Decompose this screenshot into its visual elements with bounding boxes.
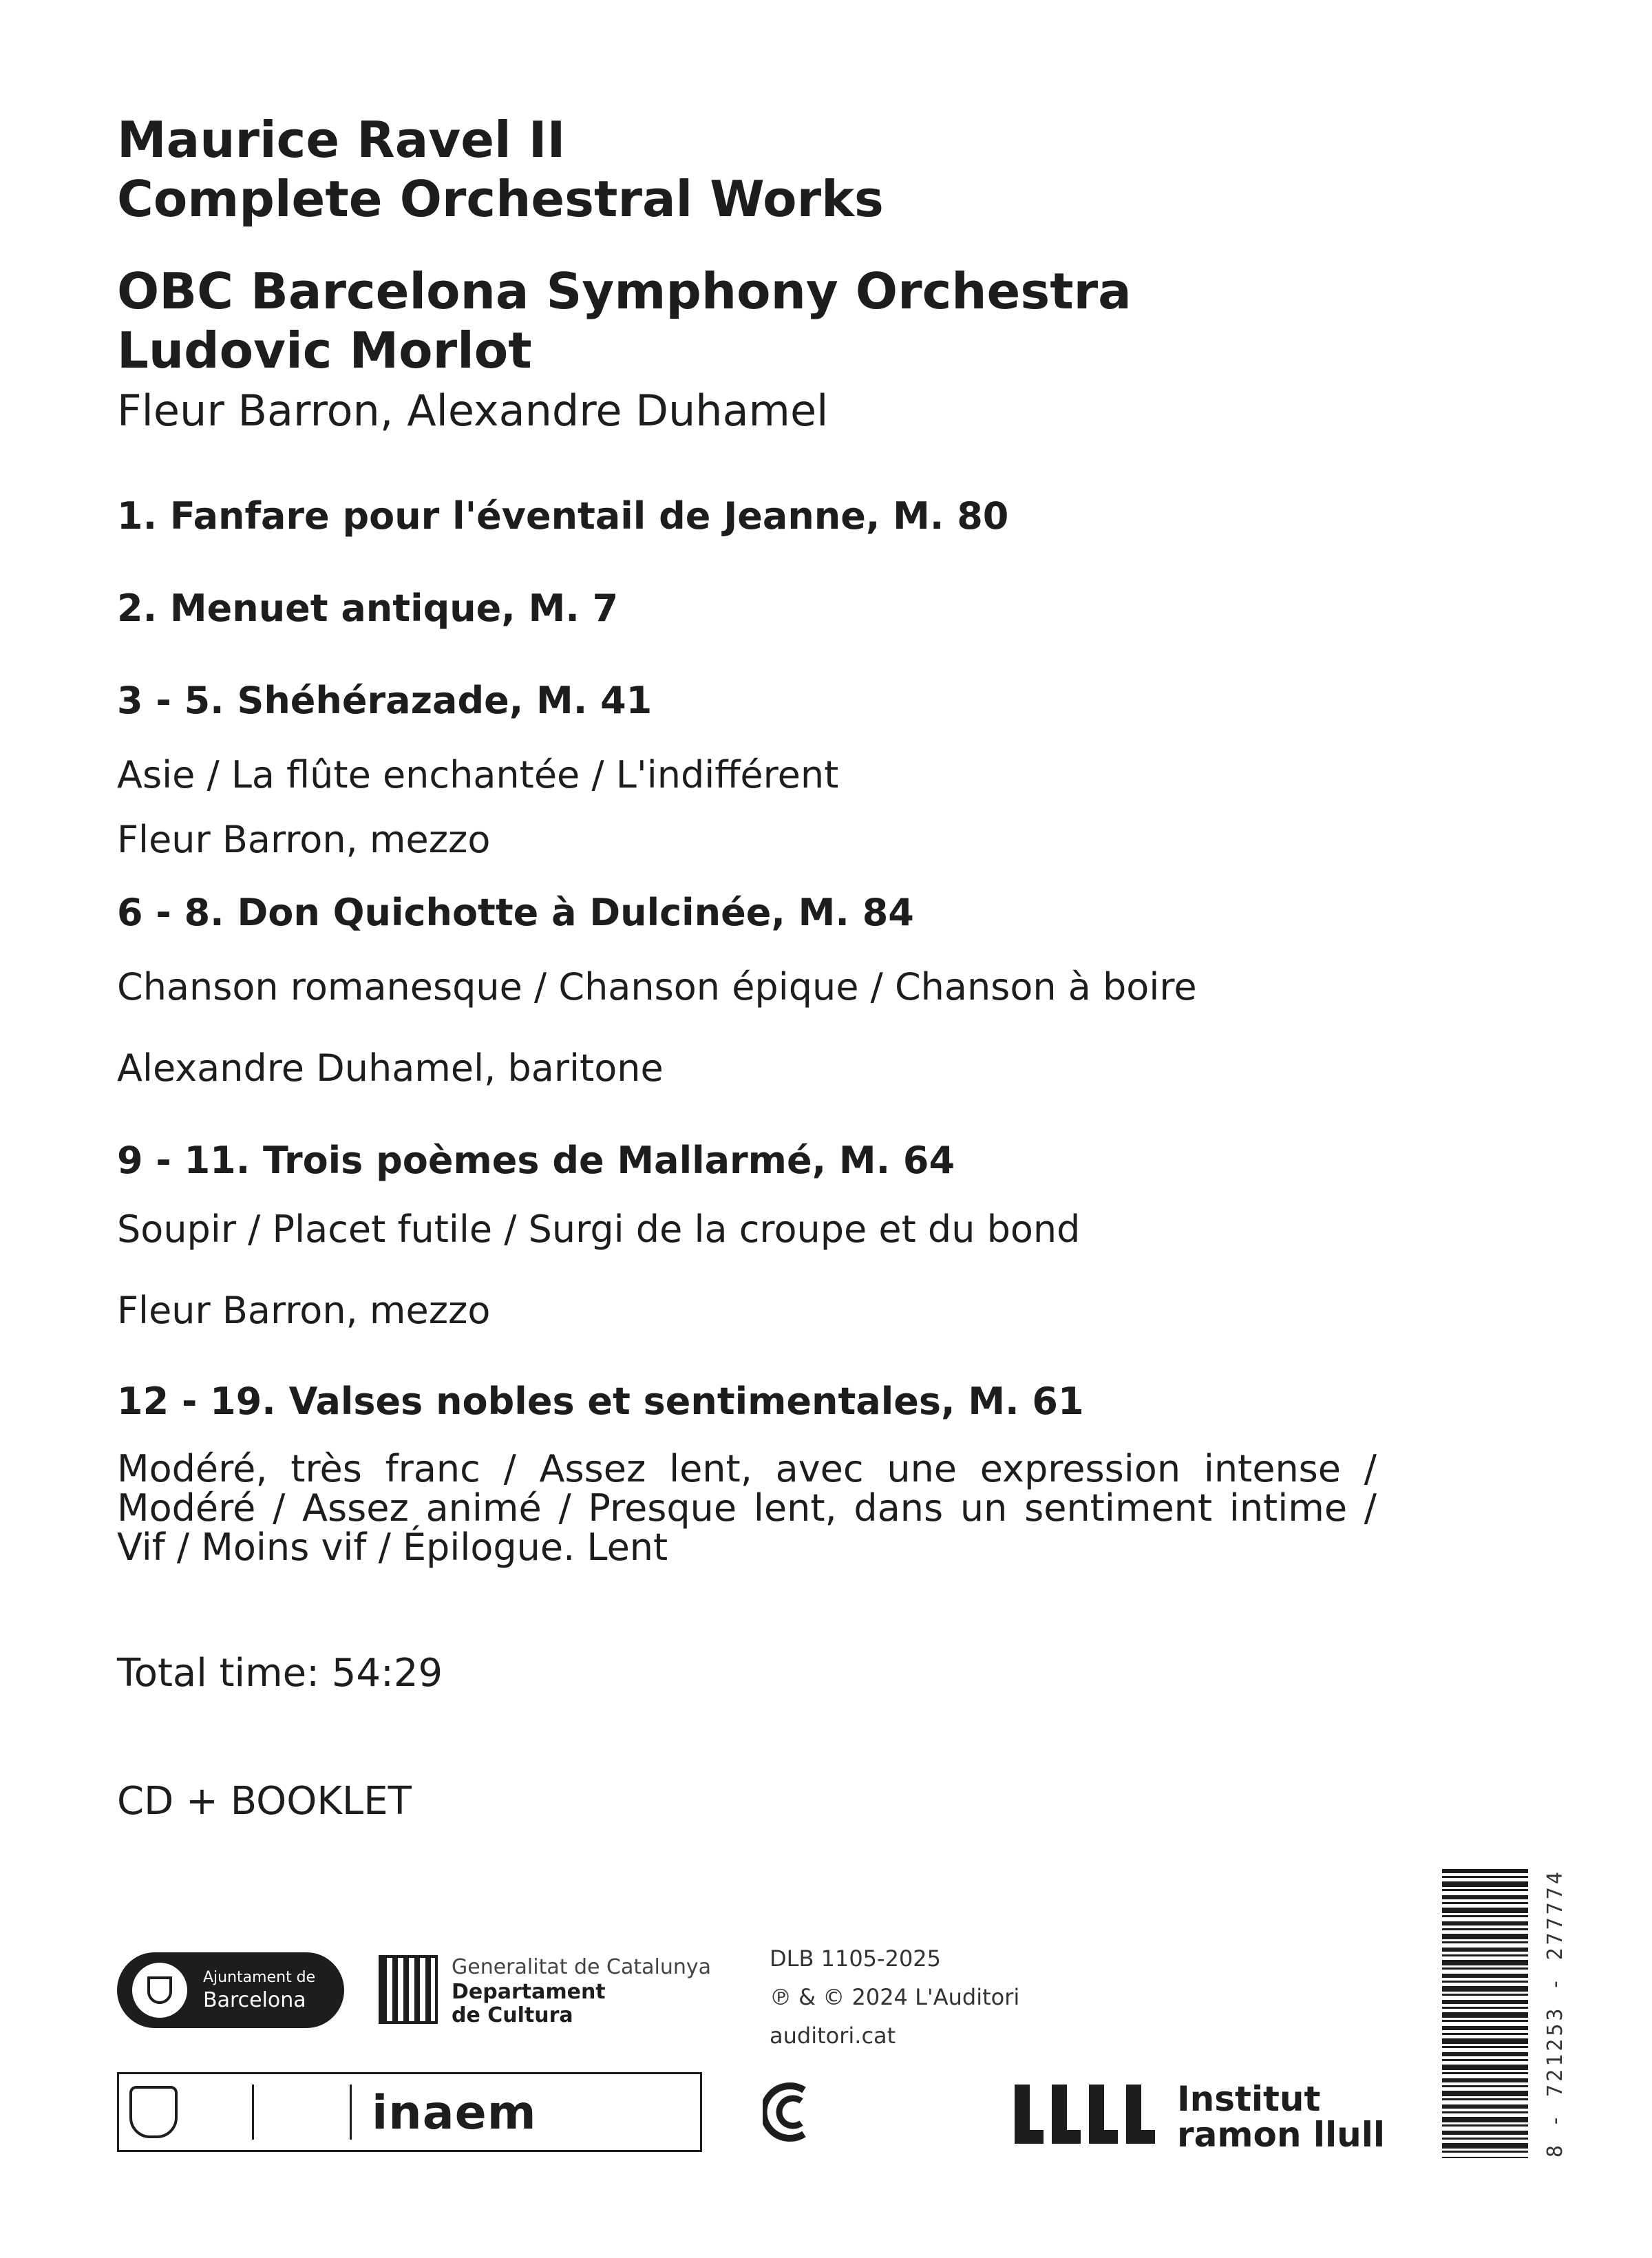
website-link[interactable]: auditori.cat [770, 2023, 896, 2049]
total-time: Total time: 54:29 [117, 1651, 443, 1696]
orchestra-name: OBC Barcelona Symphony Orchestra [117, 262, 1132, 320]
track-title: 12 - 19. Valses nobles et sentimentales, M. 61 [117, 1380, 1084, 1423]
divider [252, 2085, 254, 2140]
barcelona-logo-line2: Barcelona [203, 1988, 306, 2012]
track-title: 2. Menuet antique, M. 7 [117, 587, 619, 630]
barcode [1442, 1869, 1528, 2158]
track-title: 1. Fanfare pour l'éventail de Jeanne, M. 80 [117, 494, 1009, 538]
barcelona-logo-line1: Ajuntament de [203, 1969, 316, 1986]
generalitat-line1: Generalitat de Catalunya [452, 1955, 712, 1979]
format-label: CD + BOOKLET [117, 1779, 412, 1824]
album-title-line1: Maurice Ravel II [117, 111, 566, 169]
llull-line1: Institut [1177, 2079, 1321, 2119]
track-performer: Fleur Barron, mezzo [117, 818, 491, 861]
barcode-number-wrap [1543, 1869, 1571, 2158]
album-header [117, 110, 884, 229]
soloists: Fleur Barron, Alexandre Duhamel [117, 386, 829, 436]
track-performer: Alexandre Duhamel, baritone [117, 1046, 664, 1090]
ramon-llull-mark-icon [1012, 2079, 1163, 2148]
copyright-notice: ℗ & © 2024 L'Auditori [770, 1984, 1020, 2010]
inaem-logo: inaem [372, 2086, 537, 2140]
barcelona-city-logo [117, 1952, 344, 2028]
legal-deposit: DLB 1105-2025 [770, 1945, 942, 1972]
track-title: 3 - 5. Shéhérazade, M. 41 [117, 679, 653, 722]
city-crest-icon [132, 1963, 187, 2018]
conductor-name: Ludovic Morlot [117, 321, 532, 379]
track-movements: Soupir / Placet futile / Surgi de la croupe et du bond [117, 1207, 1081, 1251]
barcode-number: 8 - 721253 - 277774 [1543, 1869, 1567, 2158]
track-movements: Modéré, très franc / Assez lent, avec une expression intense / Modéré / Assez animé / Presque lent, dans un sentiment intime / Vif / Moins vif / Épilogue. Lent [117, 1447, 1377, 1569]
track-title: 9 - 11. Trois poèmes de Mallarmé, M. 64 [117, 1139, 955, 1182]
generalitat-line3: de Cultura [452, 2003, 573, 2027]
track-title: 6 - 8. Don Quichotte à Dulcinée, M. 84 [117, 891, 914, 934]
track-movements: Asie / La flûte enchantée / L'indifférent [117, 753, 839, 796]
artists-block [117, 262, 1132, 380]
track-movements: Chanson romanesque / Chanson épique / Chanson à boire [117, 965, 1197, 1009]
album-title-line2: Complete Orchestral Works [117, 170, 884, 228]
divider [350, 2085, 352, 2140]
spain-crest-icon [129, 2086, 178, 2138]
track-performer: Fleur Barron, mezzo [117, 1289, 491, 1332]
llull-line2: ramon llull [1177, 2115, 1386, 2155]
generalitat-emblem-icon [379, 1955, 438, 2024]
generalitat-line2: Departament [452, 1980, 606, 2004]
barcelona-science-logo-icon [763, 2078, 816, 2146]
